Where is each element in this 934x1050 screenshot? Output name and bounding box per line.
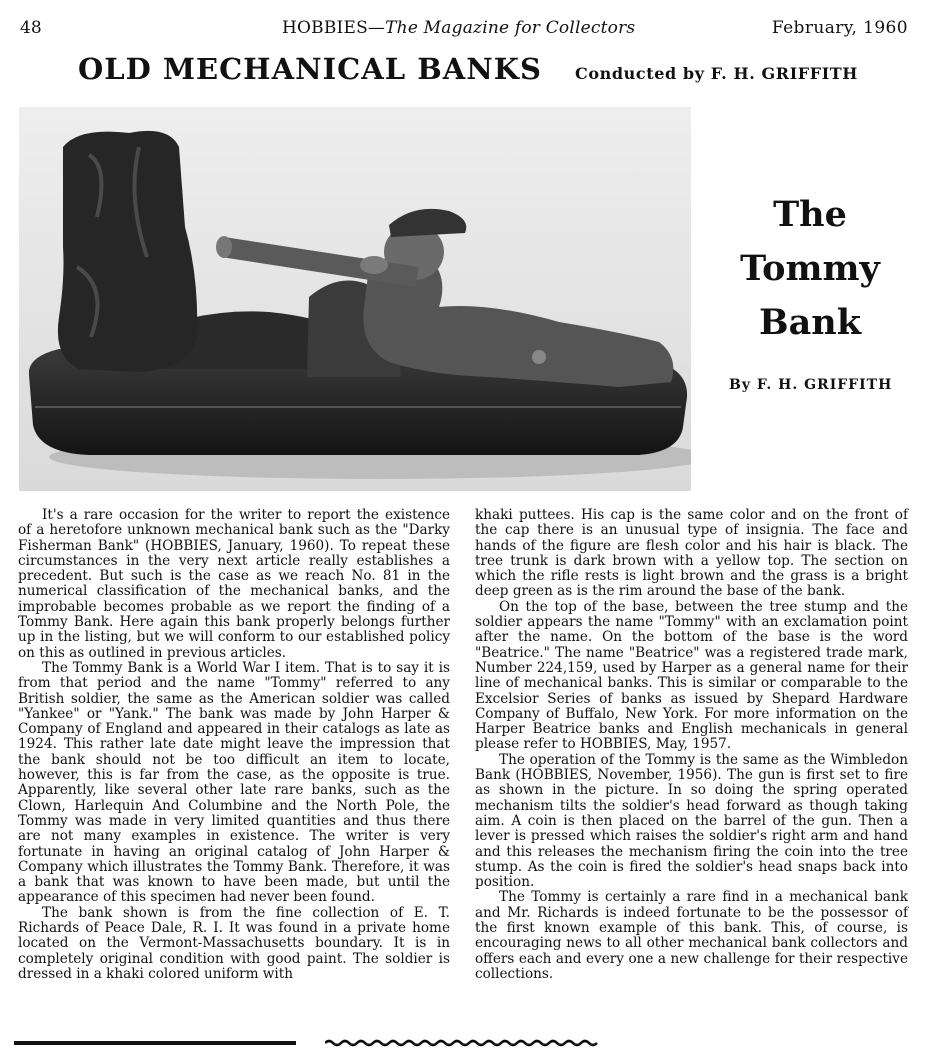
page-number: 48 xyxy=(20,18,42,38)
department-title: OLD MECHANICAL BANKS xyxy=(78,52,542,86)
footer-rule-wavy xyxy=(325,1038,603,1048)
paragraph: It's a rare occasion for the writer to report the existence of a heretofore unknown mechanical bank such as the "Darky Fisherman Bank" (HOBBIES, January, 1960). To repeat these circumstances in the very next article really establishes a precedent. But such is the case as we reach No. 81 in the numerical classification of the mechanical banks, and the improbable becomes probable as we report the finding of a Tommy Bank. Here again this bank properly belongs further up in the listing, but we will conform to our established policy on this as outlined in previous articles. xyxy=(18,507,450,661)
issue-date: February, 1960 xyxy=(771,18,908,38)
tree-stump xyxy=(58,131,197,372)
department-heading xyxy=(78,52,868,96)
tommy-bank-illustration xyxy=(19,107,691,491)
paragraph: The operation of the Tommy is the same as the Wimbledon Bank (HOBBIES, November, 1956). The gun is first set to fire as shown in the picture. In so doing the spring operated mechanism tilts the soldier's head forward as though taking aim. A coin is then placed on the barrel of the gun. Then a lever is pressed which raises the soldier's right arm and hand and this releases the mechanism firing the coin into the tree stump. As the coin is fired the soldier's head snaps back into position. xyxy=(475,751,908,891)
article-title-line: The xyxy=(773,194,847,235)
paragraph: The Tommy Bank is a World War I item. That is to say it is from that period and the name "Tommy" referred to any British soldier, the same as the American soldier was called "Yankee" or "Yank." The bank was made by John Harper & Company of England and appeared in their catalogs as late as 1924. This rather late date might leave the impression that the bank should not be too difficult an item to locate, however, this is far from the case, as the opposite is true. Apparently, like several other late rare banks, such as the Clown, Harlequin And Columbine and the North Pole, the Tommy was made in very limited quantities and thus there are not many examples in existence. The writer is very fortunate in having an original catalog of John Harper & Company which illustrates the Tommy Bank. Therefore, it was a bank that was known to have been made, but until the appearance of this specimen had never been found. xyxy=(18,659,450,906)
footer-rule-solid xyxy=(14,1041,296,1045)
article-title-line: Bank xyxy=(759,302,861,343)
paragraph: The Tommy is certainly a rare find in a mechanical bank and Mr. Richards is indeed fortunate to be the possessor of the first known example of this bank. This, of course, is encouraging news to all other mechanical bank collectors and offers each and every one a new challenge for their respective collections. xyxy=(475,889,908,982)
article-column-left xyxy=(18,508,450,982)
magazine-name: HOBBIES— xyxy=(282,18,386,38)
magazine-tagline: The Magazine for Collectors xyxy=(385,18,636,38)
department-conductor: Conducted by F. H. GRIFFITH xyxy=(575,64,859,83)
article-byline: By F. H. GRIFFITH xyxy=(729,377,893,393)
article-column-right xyxy=(475,508,908,982)
article-title xyxy=(700,188,920,350)
tommy-bank-photo xyxy=(19,107,691,491)
paragraph: The bank shown is from the fine collection of E. T. Richards of Peace Dale, R. I. It was found in a private home located on the Vermont-Massachusetts boundary. It is in completely original condition with good paint. The soldier is dressed in a khaki colored uniform with xyxy=(18,904,450,982)
running-header xyxy=(20,14,908,44)
paragraph: On the top of the base, between the tree stump and the soldier appears the name "Tommy" with an exclamation point after the name. On the bottom of the base is the word "Beatrice." The name "Beatrice" was a registered trade mark, Number 224,159, used by Harper as a general name for their line of mechanical banks. This is similar or comparable to the Excelsior Series of banks as issued by Shepard Hardware Company of Buffalo, New York. For more information on the Harper Beatrice banks and English mechanicals in general please refer to HOBBIES, May, 1957. xyxy=(475,598,908,753)
magazine-title xyxy=(282,18,635,38)
paragraph: khaki puttees. His cap is the same color and on the front of the cap there is an unusual type of insignia. The face and hands of the figure are flesh color and his hair is black. The tree trunk is dark brown with a yellow top. The section on which the rifle rests is light brown and the grass is a bright deep green as is the rim around the base of the bank. xyxy=(475,507,908,600)
article-title-line: Tommy xyxy=(740,248,880,289)
